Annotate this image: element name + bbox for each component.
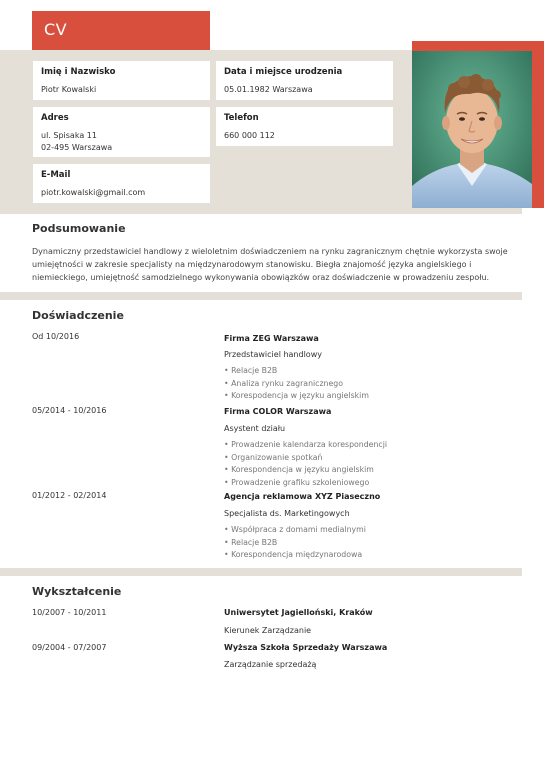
job-bullet: • Organizowanie spotkań — [224, 452, 323, 462]
name-value: Piotr Kowalski — [41, 85, 97, 94]
cv-title: CV — [44, 20, 68, 39]
birth-value: 05.01.1982 Warszawa — [224, 85, 313, 94]
job-bullet: • Korespondencja w języku angielskim — [224, 465, 374, 474]
job-bullets — [224, 365, 369, 403]
address-line-1: ul. Spisaka 11 — [41, 131, 97, 140]
job-company: Firma ZEG Warszawa — [224, 334, 319, 343]
profile-photo — [412, 51, 532, 208]
job-company: Agencja reklamowa XYZ Piaseczno — [224, 492, 381, 501]
edu-date: 09/2004 - 07/2007 — [32, 643, 107, 652]
job-bullet: • Prowadzenie grafiku szkoleniowego — [224, 477, 370, 487]
edu-school: Wyższa Szkoła Sprzedaży Warszawa — [224, 643, 388, 652]
summary-line-3: niemieckiego, umiejętność samodzielnego wykonywania obowiązków oraz doświadczenie w prowadzeniu zespołu. — [32, 273, 490, 282]
address-line-2: 02-495 Warszawa — [41, 143, 113, 152]
address-label: Adres — [41, 113, 69, 123]
job-position: Specjalista ds. Marketingowych — [224, 509, 350, 518]
phone-label: Telefon — [224, 113, 259, 123]
job-bullet: • Analiza rynku zagranicznego — [224, 378, 344, 388]
name-box — [33, 61, 210, 100]
portrait-image — [412, 51, 532, 208]
phone-box — [216, 107, 393, 146]
section-divider — [0, 292, 522, 300]
edu-date: 10/2007 - 10/2011 — [32, 608, 107, 617]
job-date: Od 10/2016 — [32, 332, 80, 341]
edu-field: Kierunek Zarządzanie — [224, 626, 312, 635]
phone-value: 660 000 112 — [224, 131, 275, 140]
name-label: Imię i Nazwisko — [41, 67, 116, 77]
address-box — [33, 107, 210, 157]
job-bullet: • Korespodencja w języku angielskim — [224, 391, 369, 400]
experience-heading: Doświadczenie — [32, 309, 124, 322]
summary-line-1: Dynamiczny przedstawiciel handlowy z wieloletnim doświadczeniem na rynku zagranicznym chętnie wykorzysta swoje — [32, 247, 508, 256]
job-bullets — [224, 439, 387, 489]
job-bullet: • Korespondencja międzynarodowa — [224, 550, 363, 559]
email-value: piotr.kowalski@gmail.com — [41, 188, 146, 197]
summary-heading: Podsumowanie — [32, 222, 126, 235]
job-company: Firma COLOR Warszawa — [224, 407, 332, 416]
edu-school: Uniwersytet Jagielloński, Kraków — [224, 608, 373, 617]
job-bullet: • Współpraca z domami medialnymi — [224, 525, 366, 534]
section-divider — [0, 568, 522, 576]
job-position: Asystent działu — [224, 424, 286, 433]
job-bullet: • Relacje B2B — [224, 366, 278, 375]
email-label: E-Mail — [41, 170, 71, 180]
job-date: 05/2014 - 10/2016 — [32, 406, 107, 415]
job-bullets — [224, 524, 366, 562]
education-heading: Wykształcenie — [32, 585, 122, 598]
birth-label: Data i miejsce urodzenia — [224, 67, 343, 77]
job-position: Przedstawiciel handlowy — [224, 350, 322, 359]
email-box — [33, 164, 210, 203]
birth-box — [216, 61, 393, 100]
summary-line-2: umiejętności w zakresie specjalisty na międzynarodowym stanowisku. Biegła znajomość języka angielskiego i — [32, 260, 472, 269]
edu-field: Zarządzanie sprzedażą — [224, 660, 317, 669]
job-bullet: • Prowadzenie kalendarza korespondencji — [224, 440, 388, 449]
summary-text — [32, 245, 517, 284]
job-date: 01/2012 - 02/2014 — [32, 491, 107, 500]
job-bullet: • Relacje B2B — [224, 537, 278, 547]
